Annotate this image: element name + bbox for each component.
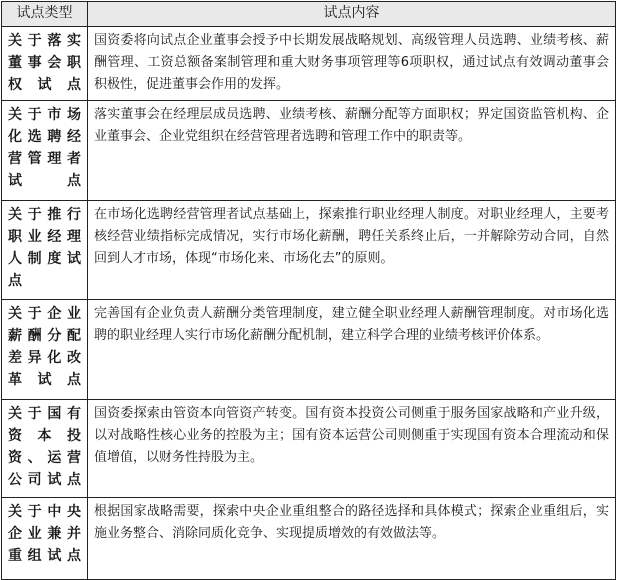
pilot-content-cell: 落实董事会在经理层成员选聘、业绩考核、薪酬分配等方面职权；界定国资监管机构、企业董事会、企业党组织在经营管理者选聘和管理工作中的职责等。 xyxy=(88,101,616,201)
pilot-table xyxy=(1,1,616,580)
table-header-row xyxy=(2,2,616,27)
table-row xyxy=(2,300,616,400)
pilot-type-cell: 关于中央企业兼并重组试点 xyxy=(2,498,88,580)
pilot-type-cell: 关于落实董事会职权试点 xyxy=(2,27,88,101)
pilot-content-cell: 国资委将向试点企业董事会授予中长期发展战略规划、高级管理人员选聘、业绩考核、薪酬管理、工资总额备案制管理和重大财务事项管理等6项职权，通过试点有效调动董事会积极性，促进董事会作用的发挥。 xyxy=(88,27,616,101)
pilot-content-cell: 在市场化选聘经营管理者试点基础上，探索推行职业经理人制度。对职业经理人，主要考核经营业绩指标完成情况，实行市场化薪酬，聘任关系终止后，一并解除劳动合同，自然回到人才市场，体现“市场化来、市场化去”的原则。 xyxy=(88,201,616,300)
table-row xyxy=(2,498,616,580)
table-row xyxy=(2,101,616,201)
pilot-type-cell: 关于国有资本投资、运营公司试点 xyxy=(2,400,88,498)
table-row xyxy=(2,201,616,300)
header-pilot-type: 试点类型 xyxy=(2,2,88,27)
table-row xyxy=(2,27,616,101)
header-pilot-content: 试点内容 xyxy=(88,2,616,27)
pilot-content-cell: 完善国有企业负责人薪酬分类管理制度，建立健全职业经理人薪酬管理制度。对市场化选聘的职业经理人实行市场化薪酬分配机制，建立科学合理的业绩考核评价体系。 xyxy=(88,300,616,400)
pilot-type-cell: 关于企业薪酬分配差异化改革试点 xyxy=(2,300,88,400)
pilot-content-cell: 国资委探索由管资本向管资产转变。国有资本投资公司侧重于服务国家战略和产业升级，以对战略性核心业务的控股为主；国有资本运营公司则侧重于实现国有资本合理流动和保值增值，以财务性持股为主。 xyxy=(88,400,616,498)
pilot-type-cell: 关于推行职业经理人制度试点 xyxy=(2,201,88,300)
pilot-content-cell: 根据国家战略需要，探索中央企业重组整合的路径选择和具体模式；探索企业重组后，实施业务整合、消除同质化竞争、实现提质增效的有效做法等。 xyxy=(88,498,616,580)
table-row xyxy=(2,400,616,498)
pilot-type-cell: 关于市场化选聘经营管理者试点 xyxy=(2,101,88,201)
